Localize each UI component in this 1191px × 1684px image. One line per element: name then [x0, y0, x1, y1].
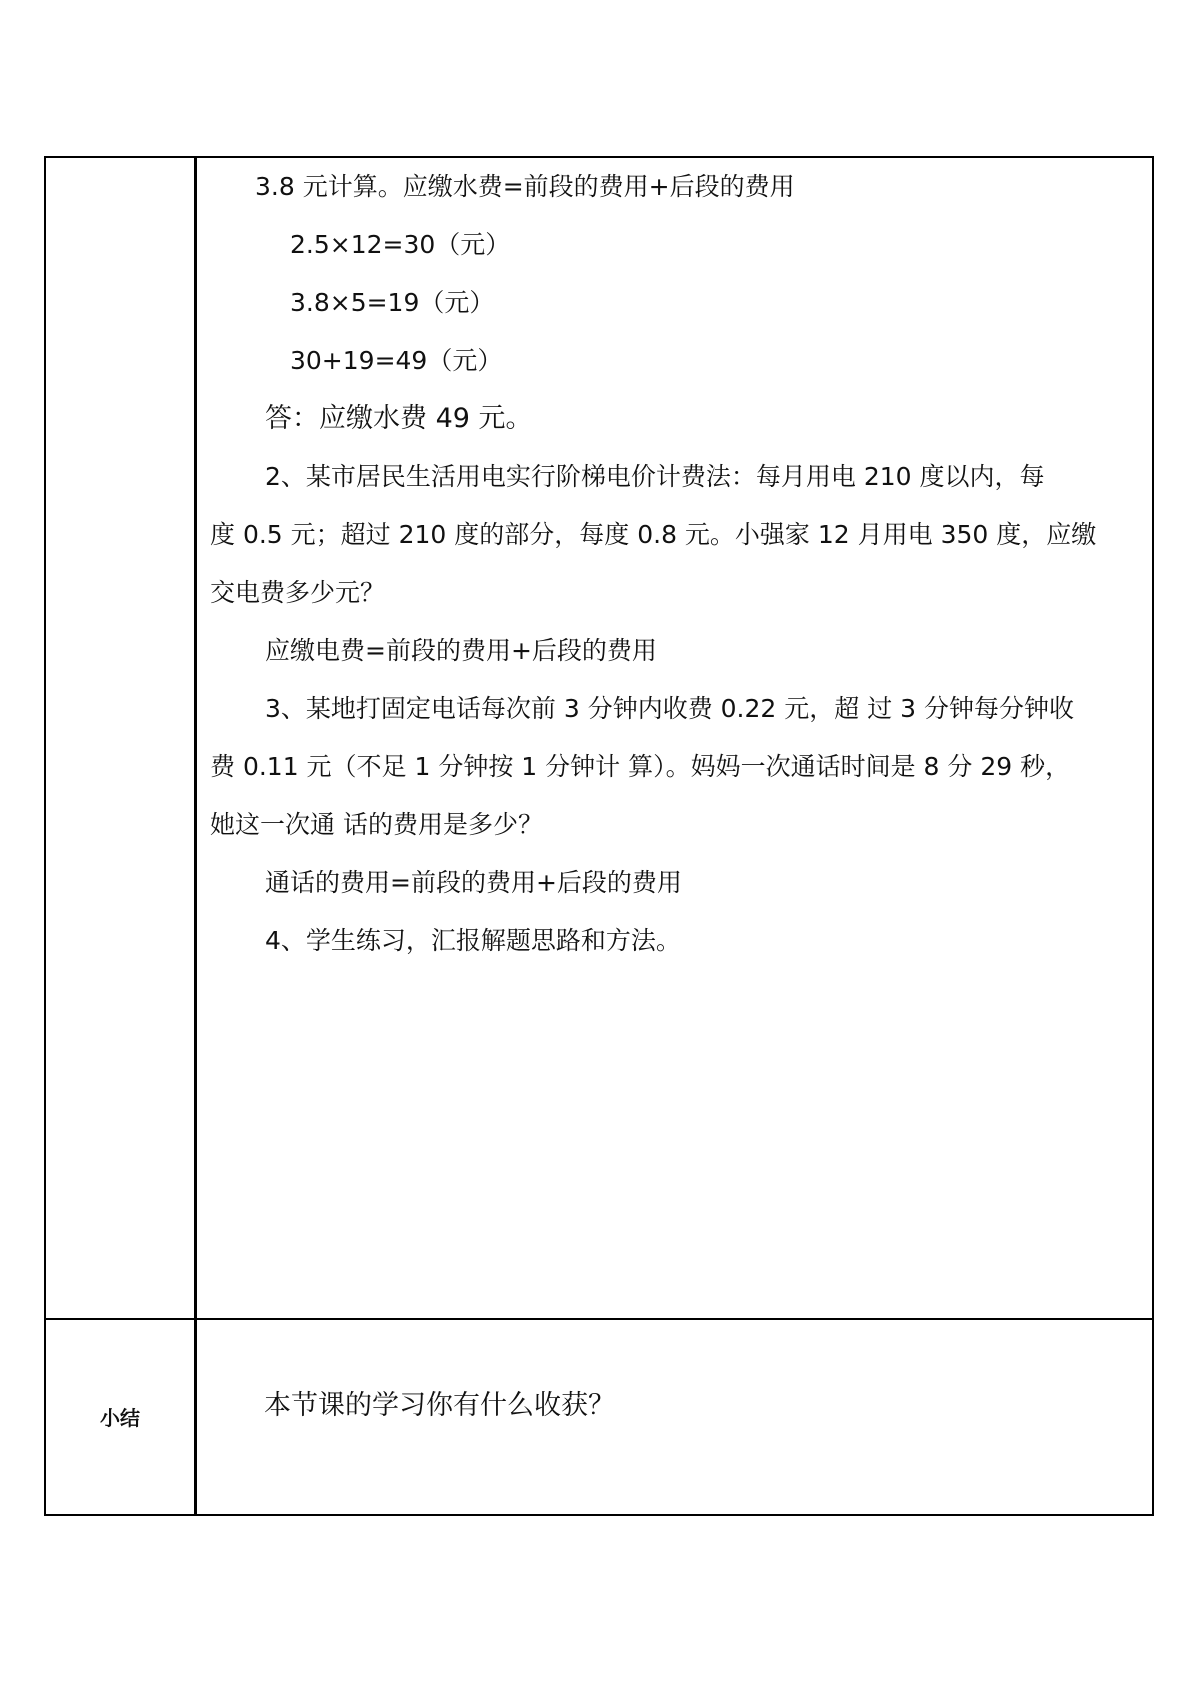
content-line: 应缴电费=前段的费用+后段的费用: [265, 636, 657, 665]
lesson-table: [44, 156, 1154, 1516]
content-line: 3.8 元计算。应缴水费=前段的费用+后段的费用: [255, 172, 795, 201]
content-line: 费 0.11 元（不足 1 分钟按 1 分钟计 算）。妈妈一次通话时间是 8 分 29 秒，: [210, 752, 1071, 781]
content-line: 3、某地打固定电话每次前 3 分钟内收费 0.22 元，超 过 3 分钟每分钟收: [265, 694, 1075, 723]
content-line: 2、某市居民生活用电实行阶梯电价计费法：每月用电 210 度以内，每: [265, 462, 1045, 491]
content-line: 4、学生练习，汇报解题思路和方法。: [265, 926, 681, 955]
summary-text: 本节课的学习你有什么收获？: [264, 1390, 615, 1421]
content-line: 交电费多少元？: [210, 578, 386, 607]
answer-line: 答：应缴水费 49 元。: [265, 403, 533, 434]
content-line: 30+19=49（元）: [290, 346, 503, 375]
row-divider: [46, 1318, 1152, 1320]
content-line: 她这一次通 话的费用是多少？: [210, 810, 543, 839]
column-divider: [194, 158, 197, 1514]
summary-label: 小结: [100, 1406, 140, 1430]
content-line: 2.5×12=30（元）: [290, 230, 511, 259]
content-line: 3.8×5=19（元）: [290, 288, 495, 317]
content-line: 度 0.5 元；超过 210 度的部分，每度 0.8 元。小强家 12 月用电 350 度，应缴: [210, 520, 1097, 549]
content-line: 通话的费用=前段的费用+后段的费用: [265, 868, 682, 897]
